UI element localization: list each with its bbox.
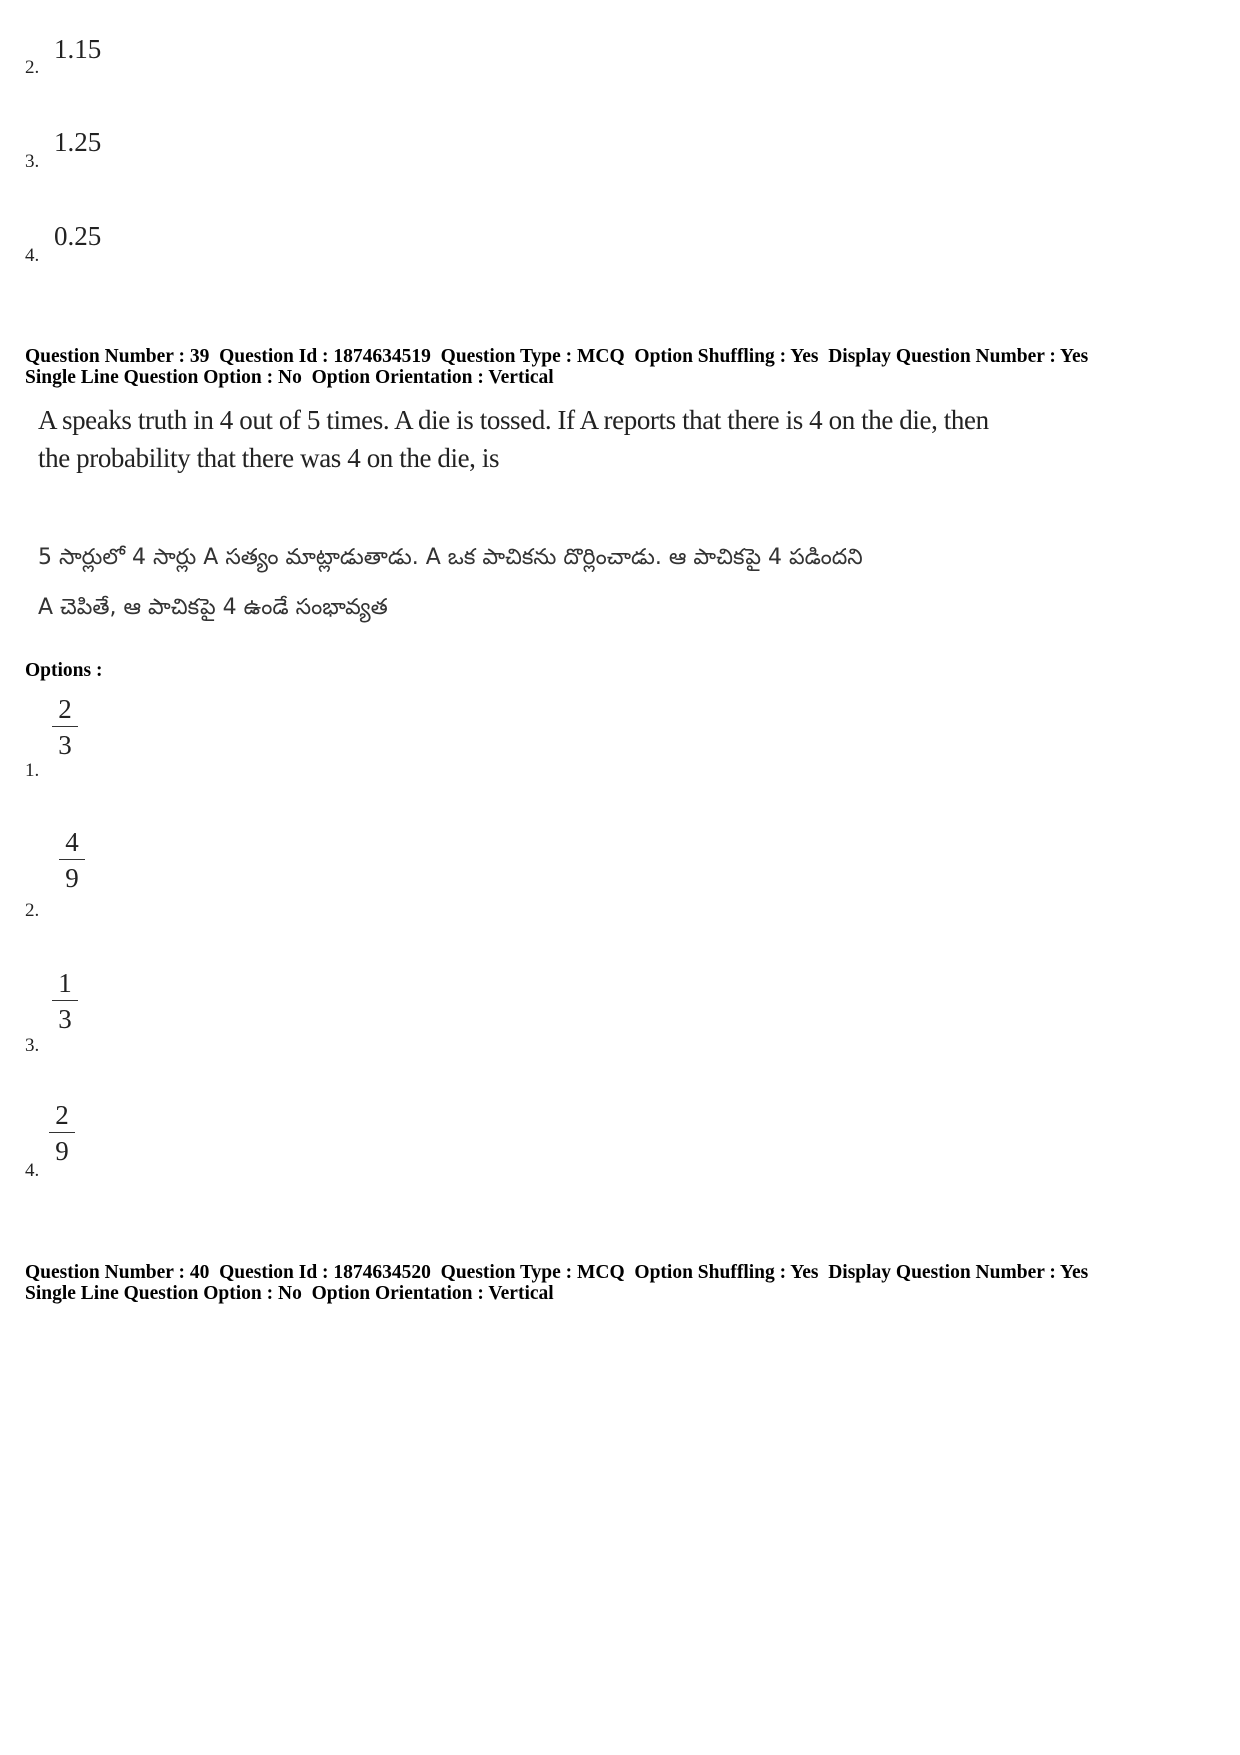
question-text-telugu-line2: A చెపితే, ఆ పాచికపై 4 ఉండే సంభావ్యత	[38, 595, 388, 620]
question-meta-line1: Question Number : 40 Question Id : 1874634520 Question Type : MCQ Option Shuffling : Yes Display Question Number : Yes	[25, 1262, 1089, 1283]
options-label: Options :	[25, 660, 103, 681]
fraction-numerator: 1	[58, 968, 72, 998]
fraction-bar	[52, 726, 78, 727]
fraction-denominator: 3	[58, 730, 72, 760]
option-number: 3.	[25, 151, 40, 172]
fraction-denominator: 9	[55, 1136, 69, 1166]
question-meta-line1: Question Number : 39 Question Id : 1874634519 Question Type : MCQ Option Shuffling : Yes Display Question Number : Yes	[25, 346, 1089, 367]
option-value: 1.25	[54, 127, 102, 157]
option-number: 3.	[25, 1035, 40, 1056]
question-text-english-line1: A speaks truth in 4 out of 5 times. A die is tossed. If A reports that there is 4 on the die, then	[38, 405, 989, 435]
fraction-numerator: 2	[58, 694, 72, 724]
option-number: 2.	[25, 57, 40, 78]
option-value: 1.15	[54, 34, 102, 64]
fraction-numerator: 4	[65, 827, 79, 857]
fraction-bar	[52, 1000, 78, 1001]
fraction-denominator: 3	[58, 1004, 72, 1034]
question-text-telugu-line1: 5 సార్లులో 4 సార్లు A సత్యం మాట్లాడుతాడు. A ఒక పాచికను దొర్లించాడు. ఆ పాచికపై 4 పడిందని	[38, 545, 863, 570]
option-fraction	[50, 694, 80, 760]
fraction-numerator: 2	[55, 1100, 69, 1130]
question-text-english-line2: the probability that there was 4 on the die, is	[38, 443, 500, 473]
fraction-denominator: 9	[65, 863, 79, 893]
fraction-bar	[49, 1132, 75, 1133]
option-number: 1.	[25, 760, 40, 781]
option-fraction	[57, 827, 87, 893]
option-number: 4.	[25, 245, 40, 266]
option-fraction	[50, 968, 80, 1034]
option-value: 0.25	[54, 221, 102, 251]
option-fraction	[47, 1100, 77, 1166]
question-meta-line2: Single Line Question Option : No Option Orientation : Vertical	[25, 1283, 554, 1304]
option-number: 2.	[25, 900, 40, 921]
option-number: 4.	[25, 1160, 40, 1181]
fraction-bar	[59, 859, 85, 860]
question-meta-line2: Single Line Question Option : No Option Orientation : Vertical	[25, 367, 554, 388]
